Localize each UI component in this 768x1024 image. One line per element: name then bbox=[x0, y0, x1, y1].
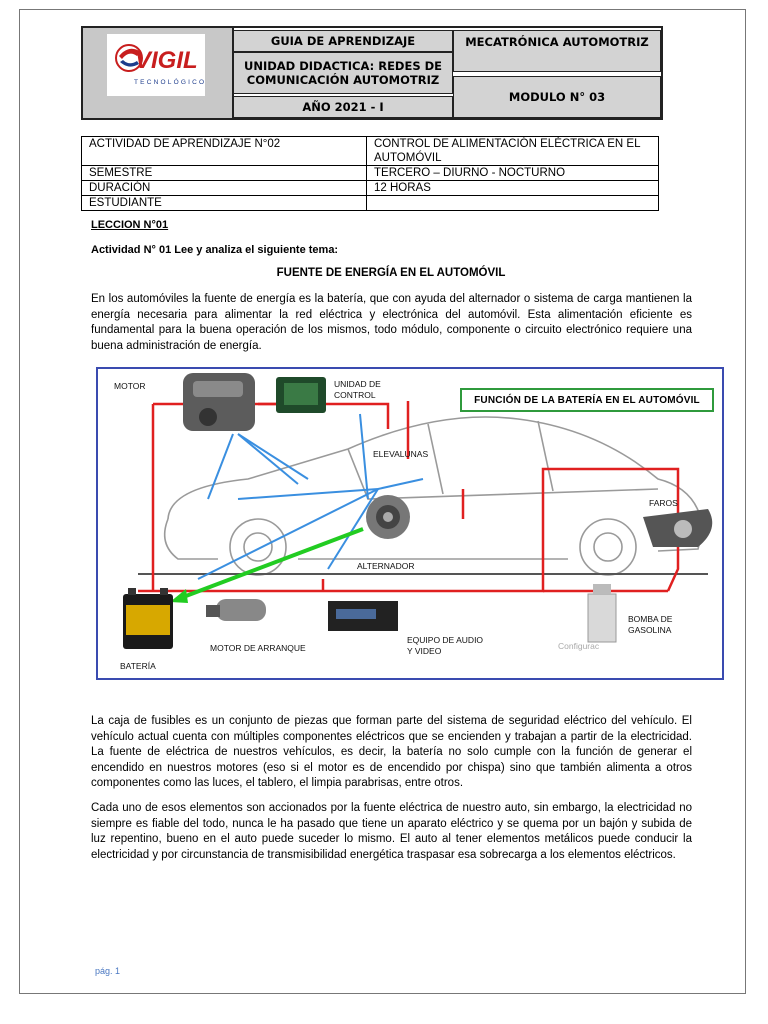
activity-heading: Actividad N° 01 Lee y analiza el siguiente tema: bbox=[91, 244, 339, 256]
starter-motor-icon bbox=[206, 599, 266, 621]
vigil-logo bbox=[107, 34, 205, 96]
table-row bbox=[82, 196, 659, 211]
guide-title: GUIA DE APRENDIZAJE bbox=[270, 33, 416, 48]
intro-paragraph: En los automóviles la fuente de energía es la batería, que con ayuda del alternador o sistema de carga mantienen la energía necesaria para alimentar la red eléctrica y electrónica del automóvil. Esta alimentación eficiente es fundamental para la buena operación de los mismos, todo módulo, componente o circuito electrónico requiere una buena administración de energía. bbox=[91, 293, 692, 352]
year-cell bbox=[233, 96, 453, 118]
label-motor-arranque: MOTOR DE ARRANQUE bbox=[210, 643, 306, 653]
program-cell bbox=[453, 30, 661, 72]
car-outline bbox=[138, 417, 708, 575]
label-control-unit: UNIDAD DE CONTROL bbox=[334, 379, 381, 400]
label-bateria: BATERÍA bbox=[120, 661, 156, 671]
label-bomba: BOMBA DE GASOLINA bbox=[628, 614, 673, 635]
logo-cell bbox=[83, 28, 234, 118]
alternator-icon bbox=[366, 495, 410, 539]
control-unit-icon bbox=[276, 377, 326, 413]
paragraph-electricity: Cada uno de esos elementos son accionados por la fuente eléctrica de nuestro auto, sin embargo, la electricidad no siempre es fiable del todo, nunca le ha pasado que tiene un aparato eléctrico y se quema por un bajón y subida de luz repentino, bueno en el auto puede suceder lo mismo. El auto al tener elementos metálicos puede conducir la electricidad y por circunstancia de transmisibilidad energética traspasar esa sobrecarga a los elementos eléctricos. bbox=[91, 802, 692, 861]
program: MECATRÓNICA AUTOMOTRIZ bbox=[465, 35, 649, 49]
engine-icon bbox=[183, 373, 255, 431]
label-motor: MOTOR bbox=[114, 381, 146, 391]
label-elevalunas: ELEVALUNAS bbox=[373, 449, 429, 459]
label-faros: FAROS bbox=[649, 498, 678, 508]
module-cell bbox=[453, 76, 661, 118]
unit-line-2: COMUNICACIÓN AUTOMOTRIZ bbox=[246, 73, 440, 87]
info-label: ESTUDIANTE bbox=[82, 196, 367, 211]
table-row bbox=[82, 137, 659, 166]
label-alternador: ALTERNADOR bbox=[357, 561, 415, 571]
guide-title-cell bbox=[233, 30, 453, 52]
battery-function-diagram bbox=[96, 367, 724, 680]
info-value: 12 HORAS bbox=[367, 181, 659, 196]
unit-line-1: UNIDAD DIDACTICA: REDES DE bbox=[243, 58, 443, 73]
paragraph-fuses: La caja de fusibles es un conjunto de piezas que forman parte del sistema de seguridad eléctrico del vehículo. El vehículo actual cuenta con múltiples componentes eléctricos que se encienden y trabajan a partir de la electricidad. La fuente de eléctrica de nuestros vehículos, es decir, la batería no solo cumple con la función de generar el encendido en nuestros motores (eso si el motor es de encendido por chispa) sino que también alimenta a otros componentes como las luces, el tablero, el limpia parabrisas, entre otros. bbox=[91, 715, 692, 789]
lesson-title: LECCION N°01 bbox=[91, 219, 169, 231]
info-label: DURACIÓN bbox=[82, 181, 367, 196]
diagram-title: FUNCIÓN DE LA BATERÍA EN EL AUTOMÓVIL bbox=[460, 388, 714, 412]
document-header bbox=[81, 26, 663, 120]
info-value bbox=[367, 196, 659, 211]
logo-subtext: TECNOLÓGICO bbox=[134, 79, 205, 86]
battery-icon bbox=[123, 588, 173, 649]
info-label: SEMESTRE bbox=[82, 166, 367, 181]
info-value: TERCERO – DIURNO - NOCTURNO bbox=[367, 166, 659, 181]
section-title: FUENTE DE ENERGÍA EN EL AUTOMÓVIL bbox=[276, 267, 506, 279]
table-row bbox=[82, 166, 659, 181]
module: MODULO N° 03 bbox=[508, 89, 606, 104]
logo-wordmark: VIGIL bbox=[135, 47, 198, 74]
table-row bbox=[82, 181, 659, 196]
info-value: CONTROL DE ALIMENTACIÓN ELÉCTRICA EN EL AUTOMÓVIL bbox=[367, 137, 659, 166]
fuel-pump-icon bbox=[588, 584, 616, 642]
year: AÑO 2021 - I bbox=[302, 99, 384, 114]
label-audio: EQUIPO DE AUDIO Y VIDEO bbox=[407, 635, 484, 656]
activity-info-table bbox=[81, 136, 659, 211]
audio-unit-icon bbox=[328, 601, 398, 631]
page-number: pág. 1 bbox=[95, 966, 121, 976]
unit-cell bbox=[233, 52, 453, 94]
headlight-icon bbox=[643, 509, 712, 547]
watermark-text: Configurac bbox=[558, 641, 600, 651]
info-label: ACTIVIDAD DE APRENDIZAJE N°02 bbox=[82, 137, 367, 166]
